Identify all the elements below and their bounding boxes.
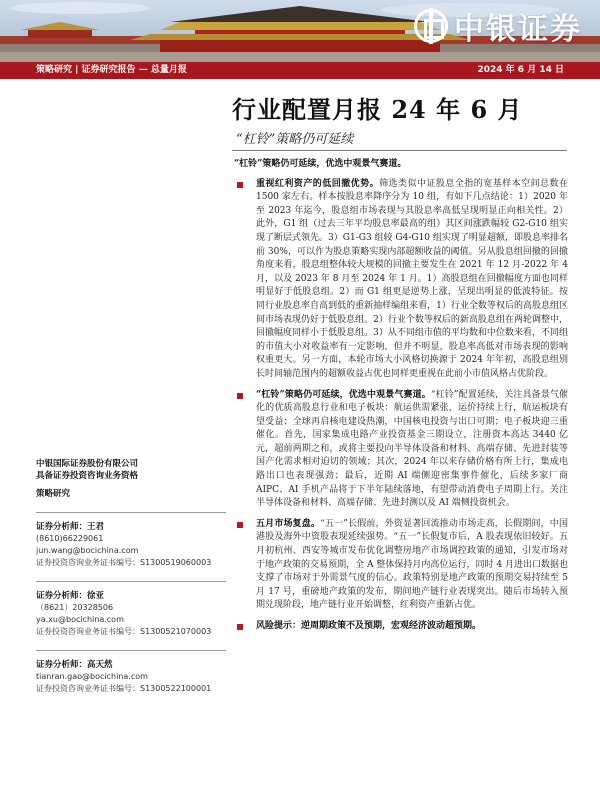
title-divider <box>232 150 567 151</box>
bullet-square-icon <box>237 393 243 399</box>
bullet-heading: “杠铃”策略仍可延续，优选中观景气赛道。 <box>256 389 431 400</box>
analyst-card <box>36 590 226 638</box>
summary-section <box>234 158 568 641</box>
analyst-card <box>36 521 226 569</box>
bullet-square-icon <box>237 182 243 188</box>
bullet-text: 筛选类似中证股息全指的宽基样本空间总数在 1500 家左右。样本按股息率降序分为 10 组，有如下几点结论：1）2020 年至 2023 年迄今，股息组市场表现与其股息率高低呈现明显正向相关性。2）此外，G1 组（过去三年平均股息率最高的组）其区间涨跌幅较 G2-G10 组实现了断层式领先。3）G1-G3 组较 G4-G10 组实现了明显超额，即股息率排名前 30%，可以作为股息策略实现内部超额收益的阈值。另从股息组回撤的回撤角度来看，股息组整体较大规模的回撤主要发生在 2021 年 12 月-2022 年 4 月，以及 2023 年 8 月至 2024 年 1 月。1）高股息组在回撤幅度方面也同样明显好于低股息组。2）而 G1 组更是逆势上涨，呈现出明显的低波特征。按同行业股息率自高到低的重新抽样编组来看，1）行业全数等权后的高股息组区间市场表现仍好于低股息组。2）行业个数等权后的新高股息组在两轮调整中，回撤幅度同样小于低股息组。3）从不同组市值的平均数和中位数来看，不同组的市值大小对收益率有一定影响，但并不明显，股息率高低对市场表现的影响权重更大。另一方面，本轮市场大小风格切换源于 2024 年年初，高股息组别长时间轴范围内的超额收益占优也同样更重视在此前小市值风格占优阶段。 <box>256 178 568 379</box>
analyst-name: 证券分析师：徐亚 <box>36 591 105 601</box>
page-title: 行业配置月报 24 年 6 月 <box>232 95 523 124</box>
analyst-certificate: 证券投资咨询业务证书编号：S1300521070003 <box>36 627 212 636</box>
summary-bullet <box>234 518 568 613</box>
divider <box>36 650 226 651</box>
header-banner <box>0 0 600 62</box>
analyst-email[interactable]: jun.wang@bocichina.com <box>36 546 139 555</box>
analyst-phone: （8621）20328506 <box>36 603 114 612</box>
bullet-heading: 风险提示： <box>256 621 302 631</box>
firm-name: 中银国际证券股份有限公司 <box>36 459 139 469</box>
boc-logo <box>414 4 582 48</box>
analyst-certificate: 证券投资咨询业务证书编号：S1300522100001 <box>36 684 212 693</box>
bullet-heading: 五月市场复盘。 <box>256 518 321 529</box>
summary-lead: “杠铃”策略仍可延续，优选中观景气赛道。 <box>234 159 407 169</box>
research-category: 策略研究 <box>36 489 71 499</box>
breadcrumb: 策略研究 | 证券研究报告 — 总量月报 <box>36 65 187 75</box>
divider <box>36 512 226 513</box>
analyst-email[interactable]: tianran.gao@bocichina.com <box>36 672 148 681</box>
bullet-square-icon <box>237 624 243 630</box>
firm-qualification: 具备证券投资咨询业务资格 <box>36 471 139 481</box>
analyst-email[interactable]: ya.xu@bocichina.com <box>36 615 124 624</box>
summary-bullet <box>234 178 568 382</box>
bullet-square-icon <box>237 522 243 528</box>
analyst-card <box>36 659 226 695</box>
page-subtitle: “杠铃”策略仍可延续 <box>236 132 354 147</box>
divider <box>36 581 226 582</box>
brand-name: 中银证券 <box>454 12 582 47</box>
summary-bullet <box>234 389 568 511</box>
analyst-name: 证券分析师：王君 <box>36 522 105 532</box>
analyst-certificate: 证券投资咨询业务证书编号：S1300519060003 <box>36 558 212 567</box>
bullet-text: “五一”长假前，外资显著回流推动市场走高，长假期间，中国港股及海外中资股表现延续强势。“五一”长假复市后，A 股表现依旧较好。五月初杭州、西安等城市发布优化调整房地产市场调控政策的通知，引发市场对于地产政策的交易预期，全 A 整体保持月内高位运行，同时 4 月进出口数据也支撑了市场对于外需景气度的信心。政策特别是地产政策的预期交易持续至 5 月 17 号，重磅地产政策的发布，期间地产链行业表现突出。随后市场转入预期兑现阶段，地产链行业开始调整，红利资产重新占优。 <box>256 518 568 611</box>
boc-logo-icon <box>414 9 448 43</box>
analyst-name: 证券分析师：高天然 <box>36 660 113 670</box>
report-info-bar <box>0 62 600 79</box>
analyst-phone: (8610)66229061 <box>36 534 104 543</box>
bullet-text: “杠铃”配置延续，关注具备景气催化的优质高股息行业和电子板块：航运供需紧张，运价持续上行，航运板块有望受益；全球再启核电建设热潮，中国核电投资与出口可期；电子板块迎三重催化。首先，国家集成电路产业投资基金三期设立，注册资本高达 3440 亿元，超前两期之和，或将主要投向半导体设备和材料、高端存储、先进封装等国产化需求相对迫切的领域；其次，2024 年以来存储价格有所上行，集成电路出口也表现强劲；最后，近期 AI 端侧迎密集事件催化，后续多家厂商 AIPC、AI 手机产品将于下半年陆续落地，有望带动消费电子周期上行。关注半导体设备和材料、高端存储、先进封测以及 AI 端侧投资机会。 <box>256 389 568 509</box>
author-info <box>36 458 226 695</box>
bullet-heading: 重视红利资产的低回撤优势。 <box>256 178 380 189</box>
bullet-text: 逆周期政策不及预期，宏观经济波动超预期。 <box>301 621 482 631</box>
summary-bullet <box>234 620 568 634</box>
report-date: 2024 年 6 月 14 日 <box>477 65 564 75</box>
